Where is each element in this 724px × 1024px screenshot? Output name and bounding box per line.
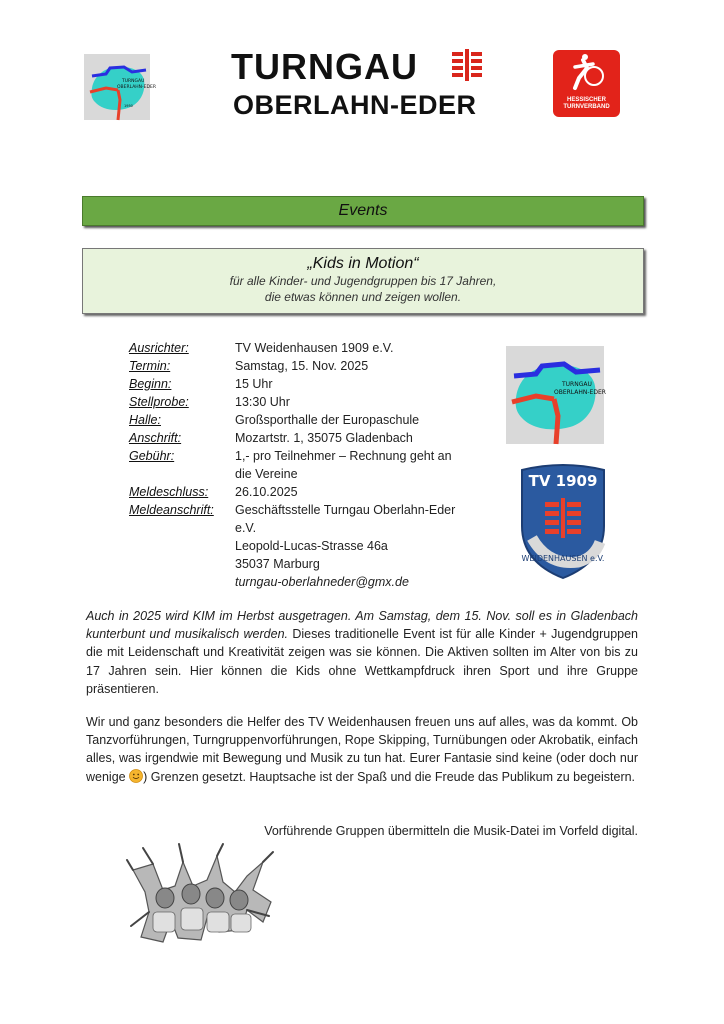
htv-line1: HESSISCHER [566,97,606,103]
tv-weidenhausen-logo [518,462,608,580]
paragraph-intro-rest: Dieses traditionelle Event ist für alle Kinder + Jugendgruppen die mit Leidenschaft und Kreativität zeigen was sie können. Die Aktiven sollten im Alter von bis zu 17 Jahren sein. Hier können die Kids ohne Wettkampfdruck ihren Sport und ihre Gruppe präsentieren. [86,627,639,696]
svg-text:1950: 1950 [124,104,133,108]
value-meldeanschrift-line2: e.V. [235,521,257,535]
value-anschrift: Mozartstr. 1, 35075 Gladenbach [235,431,413,445]
label-anschrift: Anschrift: [129,431,182,445]
paragraph-helpers [86,713,638,786]
label-ausrichter: Ausrichter: [129,341,189,355]
cheering-kids-sketch [123,842,278,952]
event-subtitle-line2: die etwas können und zeigen wollen. [264,290,462,304]
paragraph-intro [86,607,638,698]
turner-cross-icon [450,49,484,81]
value-beginn: 15 Uhr [235,377,273,391]
value-ausrichter: TV Weidenhausen 1909 e.V. [235,341,394,355]
value-meldeanschrift-line3: Leopold-Lucas-Strasse 46a [235,539,388,553]
paragraph-music-note: Vorführende Gruppen übermitteln die Musik-Datei im Vorfeld digital. [264,824,638,838]
event-title-box [82,248,644,314]
label-meldeanschrift: Meldeanschrift: [129,503,214,517]
label-halle: Halle: [129,413,161,427]
paragraph-helpers-part2: ) Grenzen gesetzt. Hauptsache ist der Spaß und die Freude das Publikum zu begeistern. [143,769,636,784]
label-termin: Termin: [129,359,171,373]
email-link[interactable]: turngau-oberlahneder@gmx.de [235,575,409,589]
value-stellprobe: 13:30 Uhr [235,395,290,409]
svg-text:TURNGAU: TURNGAU [562,381,592,388]
label-beginn: Beginn: [129,377,172,391]
smiley-icon [129,769,143,783]
svg-text:TURNGAU: TURNGAU [122,79,145,84]
htv-line2: TURNVERBAND [563,104,610,110]
value-meldeschluss: 26.10.2025 [235,485,298,499]
header-title-line2: OBERLAHN-EDER [233,90,477,120]
label-stellprobe: Stellprobe: [129,395,189,409]
header-title-line1: TURNGAU [231,46,418,87]
paragraph-helpers-part1: Wir und ganz besonders die Helfer des TV Weidenhausen freuen uns auf alles, was da kommt. Ob Tanzvorführungen, Turngruppenvorführungen, Rope Skipping, Turnübungen oder Akrobatik, einfach alles, was irgendwie mit Bewegung und Musik zu tun hat. Eurer Fantasie sind keine (oder doch nur wenige [86,715,638,784]
svg-text:OBERLAHN-EDER: OBERLAHN-EDER [117,85,156,90]
club-year-text: TV 1909 [528,472,598,490]
htv-logo [553,50,620,117]
value-halle: Großsporthalle der Europaschule [235,413,420,427]
section-title: Events [338,202,388,219]
svg-text:OBERLAHN-EDER: OBERLAHN-EDER [554,389,606,396]
event-subtitle-line1: für alle Kinder- und Jugendgruppen bis 17 Jahren, [229,274,497,288]
event-title: „Kids in Motion“ [307,255,419,272]
value-gebuehr-line2: die Vereine [235,467,298,481]
label-gebuehr: Gebühr: [129,449,175,463]
value-termin: Samstag, 15. Nov. 2025 [235,359,369,373]
label-meldeschluss: Meldeschluss: [129,485,209,499]
value-meldeanschrift-line1: Geschäftsstelle Turngau Oberlahn-Eder [235,503,456,517]
value-meldeanschrift-line4: 35037 Marburg [235,557,320,571]
value-gebuehr-line1: 1,- pro Teilnehmer – Rechnung geht an [235,449,452,463]
club-ring-text: WEIDENHAUSEN e.V. [521,554,605,563]
turngau-map-logo [84,54,156,120]
events-section-bar [82,196,644,226]
turngau-map-logo-large [506,346,604,444]
paragraph-intro-italic: Auch in 2025 wird KIM im Herbst ausgetragen. Am Samstag, dem 15. Nov. soll es in Gladenbach kunterbunt und musikalisch werden. [86,609,638,642]
